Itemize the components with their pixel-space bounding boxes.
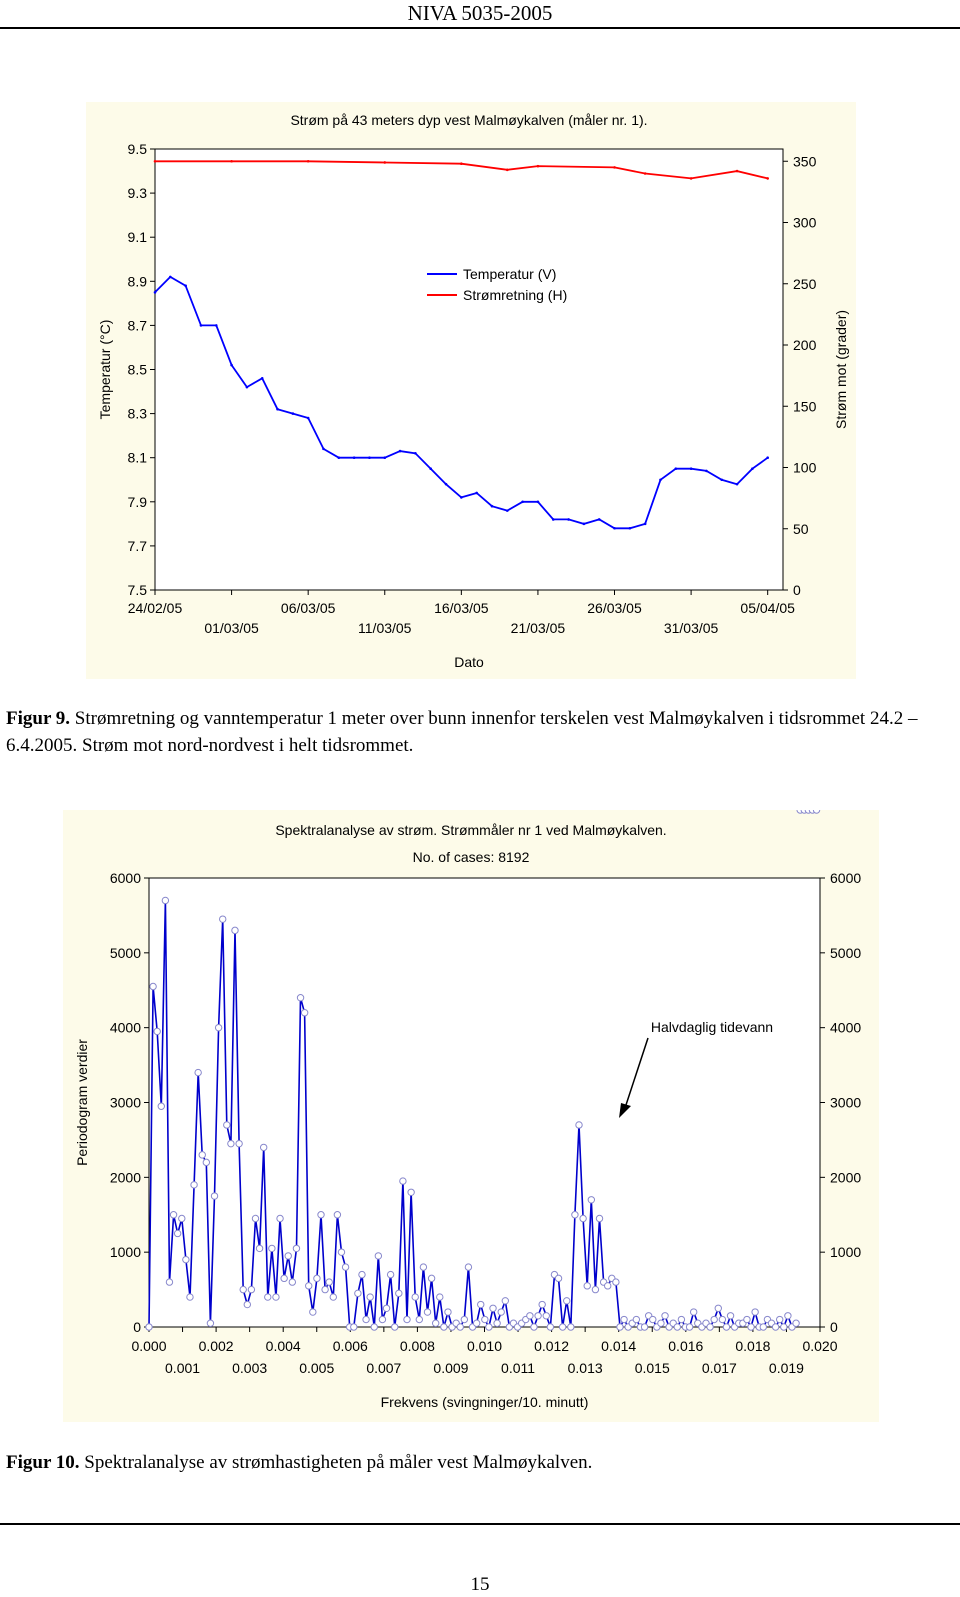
data-point — [766, 456, 769, 459]
data-point — [690, 1309, 696, 1315]
data-point — [162, 897, 168, 903]
data-point — [617, 1324, 623, 1330]
y-right-tick-label: 6000 — [830, 870, 862, 886]
legend-label: Temperatur (V) — [463, 266, 557, 282]
data-point — [460, 162, 463, 165]
data-point — [678, 1316, 684, 1322]
y-right-axis-title: Strøm mot (grader) — [833, 309, 849, 430]
data-point — [230, 364, 233, 367]
y-left-tick-label: 5000 — [109, 944, 141, 961]
data-point — [307, 160, 310, 163]
data-point — [527, 1313, 533, 1319]
data-point — [727, 1313, 733, 1319]
data-point — [662, 1313, 668, 1319]
data-point — [537, 165, 540, 168]
data-point — [705, 470, 708, 473]
data-point — [555, 1275, 561, 1281]
data-point — [174, 1230, 180, 1236]
data-point — [416, 1316, 422, 1322]
x-tick-label: 0.003 — [232, 1360, 268, 1376]
data-point — [777, 1316, 783, 1322]
data-point — [383, 456, 386, 459]
data-point — [248, 1286, 254, 1292]
page-number: 15 — [470, 1574, 490, 1595]
y-right-tick-label: 5000 — [830, 944, 862, 961]
data-point — [559, 1324, 565, 1330]
data-point — [781, 1324, 787, 1330]
y-left-tick-label: 9.3 — [127, 185, 147, 202]
x-tick-label: 24/02/05 — [127, 600, 183, 616]
data-point — [265, 1294, 271, 1300]
data-point — [432, 1320, 438, 1326]
y-right-tick-label: 3000 — [830, 1094, 862, 1111]
data-point — [441, 1324, 447, 1330]
data-point — [473, 1320, 479, 1326]
x-tick-label: 0.020 — [802, 1338, 838, 1354]
data-point — [437, 1294, 443, 1300]
data-point — [490, 1305, 496, 1311]
data-point — [521, 501, 524, 504]
data-point — [240, 1286, 246, 1292]
y-right-tick-label: 150 — [793, 398, 817, 415]
header-rule — [0, 27, 960, 29]
data-point — [408, 1189, 414, 1195]
data-point — [793, 1320, 799, 1326]
data-point — [748, 1324, 754, 1330]
data-point — [184, 284, 187, 287]
x-tick-label: 0.011 — [501, 1360, 536, 1376]
data-point — [326, 1279, 332, 1285]
x-tick-label: 0.004 — [265, 1338, 301, 1354]
data-point — [424, 1309, 430, 1315]
data-point — [760, 1324, 766, 1330]
figure9-title: Strøm på 43 meters dyp vest Malmøykalven (måler nr. 1). — [290, 112, 648, 128]
x-tick-label: 0.009 — [433, 1360, 469, 1376]
data-point — [371, 1324, 377, 1330]
data-point — [491, 505, 494, 508]
y-right-tick-label: 0 — [793, 582, 801, 598]
data-point — [342, 1264, 348, 1270]
data-point — [355, 1290, 361, 1296]
data-point — [292, 412, 295, 415]
data-point — [281, 1275, 287, 1281]
figure9-caption — [6, 705, 952, 759]
data-point — [322, 448, 325, 451]
data-point — [404, 1316, 410, 1322]
annotation-label: Halvdaglig tidevann — [650, 1019, 774, 1035]
data-point — [359, 1271, 365, 1277]
data-point — [506, 169, 509, 172]
data-point — [736, 483, 739, 486]
data-point — [613, 166, 616, 169]
data-point — [420, 1264, 426, 1270]
data-point — [641, 1324, 647, 1330]
data-point — [228, 1140, 234, 1146]
data-point — [659, 478, 662, 481]
data-point — [363, 1316, 369, 1322]
data-point — [252, 1215, 258, 1221]
y-left-tick-label: 8.7 — [127, 317, 147, 334]
y-left-tick-label: 7.7 — [127, 537, 147, 554]
y-right-tick-label: 50 — [793, 520, 809, 537]
data-point — [246, 386, 249, 389]
data-point — [535, 1313, 541, 1319]
data-point — [277, 1215, 283, 1221]
data-point — [260, 1144, 266, 1150]
figure9-caption-text: Strømretning og vanntemperatur 1 meter over bunn innenfor terskelen vest Malmøykalven i tidsrommet 24.2 – 6.4.2005. Strøm mot nord-nordvest i helt tidsrommet. — [6, 708, 918, 756]
y-left-tick-label: 8.5 — [127, 361, 147, 378]
data-point — [720, 478, 723, 481]
data-point — [338, 1249, 344, 1255]
x-tick-label: 0.002 — [198, 1338, 234, 1354]
data-point — [482, 1316, 488, 1322]
data-point — [200, 324, 203, 327]
data-point — [690, 467, 693, 470]
x-tick-label: 0.019 — [768, 1360, 804, 1376]
data-point — [674, 467, 677, 470]
data-point — [256, 1245, 262, 1251]
y-left-tick-label: 9.5 — [127, 141, 147, 157]
data-point — [461, 1316, 467, 1322]
y-right-tick-label: 350 — [793, 153, 817, 170]
x-tick-label: 11/03/05 — [358, 620, 412, 636]
data-point — [230, 160, 233, 163]
x-tick-label: 26/03/05 — [587, 600, 642, 616]
data-point — [307, 417, 310, 420]
data-point — [744, 1316, 750, 1322]
data-point — [195, 1069, 201, 1075]
data-point — [379, 1316, 385, 1322]
figure9-chart — [86, 102, 856, 679]
data-point — [187, 1294, 193, 1300]
y-left-tick-label: 8.9 — [127, 273, 147, 290]
data-point — [719, 1316, 725, 1322]
data-point — [751, 467, 754, 470]
y-right-tick-label: 250 — [793, 275, 817, 292]
data-point — [644, 172, 647, 175]
data-point — [715, 1305, 721, 1311]
y-right-tick-label: 2000 — [830, 1169, 862, 1186]
data-point — [592, 1286, 598, 1292]
data-point — [766, 177, 769, 180]
y-left-tick-label: 3000 — [109, 1094, 141, 1111]
data-point — [310, 1309, 316, 1315]
x-tick-label: 0.000 — [131, 1338, 167, 1354]
data-point — [583, 523, 586, 526]
data-point — [445, 1309, 451, 1315]
data-point — [629, 527, 632, 530]
data-point — [306, 1283, 312, 1289]
figure10-plot-area — [149, 878, 820, 1327]
data-point — [383, 161, 386, 164]
data-point — [465, 1264, 471, 1270]
data-point — [813, 810, 819, 813]
x-tick-label: 0.006 — [332, 1338, 368, 1354]
y-left-tick-label: 4000 — [109, 1019, 141, 1036]
data-point — [154, 291, 157, 294]
data-point — [211, 1193, 217, 1199]
data-point — [604, 1283, 610, 1289]
data-point — [598, 518, 601, 521]
x-tick-label: 0.001 — [165, 1360, 201, 1376]
data-point — [658, 1320, 664, 1326]
data-point — [285, 1253, 291, 1259]
data-point — [261, 377, 264, 380]
data-point — [203, 1159, 209, 1165]
data-point — [584, 1283, 590, 1289]
data-point — [613, 1279, 619, 1285]
figure10-caption-text: Spektralanalyse av strømhastigheten på måler vest Malmøykalven. — [84, 1452, 593, 1473]
data-point — [383, 1305, 389, 1311]
data-point — [169, 276, 172, 279]
data-point — [621, 1316, 627, 1322]
data-point — [150, 983, 156, 989]
data-point — [564, 1298, 570, 1304]
data-point — [399, 450, 402, 453]
data-point — [568, 1324, 574, 1330]
data-point — [498, 1309, 504, 1315]
footer-rule — [0, 1523, 960, 1525]
data-point — [711, 1316, 717, 1322]
y-left-axis-title: Temperatur (°C) — [97, 319, 113, 420]
figure9-caption-label: Figur 9. — [6, 708, 71, 729]
data-point — [289, 1279, 295, 1285]
data-point — [166, 1279, 172, 1285]
x-tick-label: 0.017 — [701, 1360, 737, 1376]
x-tick-label: 0.008 — [399, 1338, 435, 1354]
data-point — [338, 456, 341, 459]
data-point — [183, 1256, 189, 1262]
x-tick-label: 0.010 — [466, 1338, 503, 1354]
data-point — [650, 1316, 656, 1322]
figure9-plot-area — [155, 149, 783, 590]
x-tick-label: 0.014 — [601, 1338, 637, 1354]
x-tick-label: 0.016 — [668, 1338, 704, 1354]
y-left-tick-label: 2000 — [109, 1169, 141, 1186]
data-point — [396, 1290, 402, 1296]
data-point — [412, 1294, 418, 1300]
data-point — [276, 408, 279, 411]
x-tick-label: 0.018 — [735, 1338, 771, 1354]
data-point — [392, 1324, 398, 1330]
x-tick-label: 0.012 — [534, 1338, 570, 1354]
data-point — [576, 1122, 582, 1128]
data-point — [220, 916, 226, 922]
y-right-tick-label: 200 — [793, 337, 817, 353]
data-point — [478, 1301, 484, 1307]
data-point — [644, 523, 647, 526]
y-left-tick-label: 1000 — [109, 1244, 141, 1261]
data-point — [674, 1324, 680, 1330]
legend-label: Strømretning (H) — [463, 287, 568, 303]
x-tick-label: 0.007 — [366, 1360, 402, 1376]
data-point — [269, 1245, 275, 1251]
x-tick-label: 05/04/05 — [740, 600, 795, 616]
figure10-caption — [6, 1449, 952, 1476]
data-point — [330, 1294, 336, 1300]
figure10-subtitle: No. of cases: 8192 — [412, 849, 530, 865]
data-point — [494, 1320, 500, 1326]
data-point — [633, 1316, 639, 1322]
data-point — [179, 1215, 185, 1221]
data-point — [146, 1324, 152, 1330]
data-point — [322, 1286, 328, 1292]
y-left-tick-label: 8.1 — [127, 449, 147, 466]
figure10-panel — [63, 810, 879, 1422]
data-point — [236, 1140, 242, 1146]
data-point — [460, 496, 463, 499]
data-point — [772, 1324, 778, 1330]
x-tick-label: 0.015 — [634, 1360, 670, 1376]
data-point — [486, 1324, 492, 1330]
data-point — [334, 1212, 340, 1218]
data-point — [596, 1215, 602, 1221]
data-point — [191, 1182, 197, 1188]
x-tick-label: 31/03/05 — [663, 620, 719, 636]
data-point — [429, 467, 432, 470]
data-point — [445, 483, 448, 486]
data-point — [752, 1309, 758, 1315]
data-point — [273, 1294, 279, 1300]
data-point — [215, 324, 218, 327]
x-tick-label: 0.013 — [567, 1360, 603, 1376]
data-point — [207, 1320, 213, 1326]
data-point — [537, 501, 540, 504]
data-point — [400, 1178, 406, 1184]
data-point — [314, 1275, 320, 1281]
x-tick-label: 01/03/05 — [204, 620, 259, 636]
data-point — [387, 1271, 393, 1277]
y-right-tick-label: 300 — [793, 214, 817, 231]
x-axis-title: Dato — [454, 654, 484, 670]
data-point — [244, 1301, 250, 1307]
figure10-title: Spektralanalyse av strøm. Strømmåler nr 1 ved Malmøykalven. — [275, 822, 667, 838]
y-left-tick-label: 8.3 — [127, 405, 147, 422]
data-point — [502, 1298, 508, 1304]
y-right-tick-label: 4000 — [830, 1019, 862, 1036]
y-left-tick-label: 7.5 — [127, 582, 147, 598]
data-point — [232, 927, 238, 933]
data-point — [572, 1212, 578, 1218]
data-point — [297, 995, 303, 1001]
data-point — [531, 1324, 537, 1330]
y-axis-title: Periodogram verdier — [74, 1039, 90, 1166]
data-point — [368, 456, 371, 459]
figure10-chart — [63, 810, 879, 1422]
data-point — [736, 170, 739, 173]
x-tick-label: 0.005 — [299, 1360, 335, 1376]
data-point — [375, 1253, 381, 1259]
figure9-panel — [86, 102, 856, 679]
x-tick-label: 16/03/05 — [434, 600, 489, 616]
x-tick-label: 06/03/05 — [280, 600, 336, 616]
data-point — [506, 509, 509, 512]
data-point — [318, 1212, 324, 1218]
data-point — [457, 1324, 463, 1330]
data-point — [293, 1245, 299, 1251]
data-point — [613, 527, 616, 530]
data-point — [158, 1103, 164, 1109]
data-point — [154, 1028, 160, 1034]
data-point — [686, 1324, 692, 1330]
data-point — [301, 1010, 307, 1016]
data-point — [351, 1324, 357, 1330]
data-point — [690, 177, 693, 180]
data-point — [428, 1275, 434, 1281]
y-left-tick-label: 6000 — [109, 870, 141, 886]
header-title: NIVA 5035-2005 — [407, 1, 553, 25]
data-point — [543, 1313, 549, 1319]
y-right-tick-label: 100 — [793, 459, 817, 476]
x-axis-title: Frekvens (svingninger/10. minutt) — [380, 1394, 589, 1410]
data-point — [785, 1313, 791, 1319]
data-point — [215, 1024, 221, 1030]
data-point — [567, 518, 570, 521]
data-point — [353, 456, 356, 459]
y-right-tick-label: 1000 — [830, 1244, 862, 1261]
figure10-caption-label: Figur 10. — [6, 1452, 80, 1473]
y-left-tick-label: 9.1 — [127, 229, 147, 246]
data-point — [588, 1197, 594, 1203]
data-point — [414, 452, 417, 455]
data-point — [170, 1212, 176, 1218]
data-point — [580, 1215, 586, 1221]
y-left-tick-label: 7.9 — [127, 493, 147, 510]
data-point — [367, 1294, 373, 1300]
data-point — [723, 1324, 729, 1330]
y-right-tick-label: 0 — [830, 1319, 838, 1335]
data-point — [475, 492, 478, 495]
y-left-tick-label: 0 — [133, 1319, 141, 1335]
data-point — [539, 1301, 545, 1307]
x-tick-label: 21/03/05 — [510, 620, 566, 636]
data-point — [154, 160, 157, 163]
data-point — [552, 518, 555, 521]
page-header — [0, 0, 960, 28]
data-point — [199, 1152, 205, 1158]
data-point — [224, 1122, 230, 1128]
data-point — [707, 1324, 713, 1330]
data-point — [547, 1324, 553, 1330]
